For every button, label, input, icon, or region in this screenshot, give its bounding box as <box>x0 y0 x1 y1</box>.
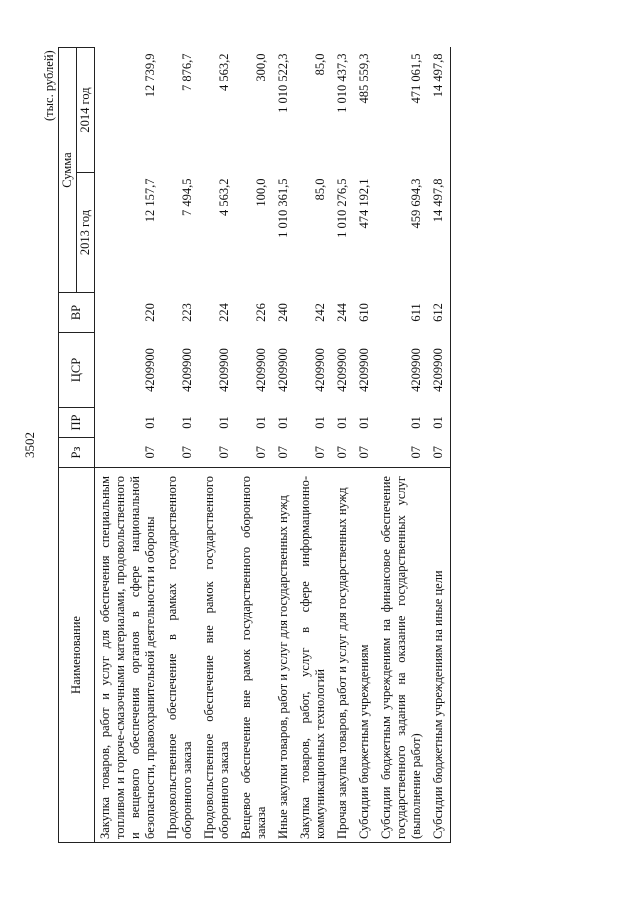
table-row <box>332 48 354 843</box>
row-amount-2013: 85,0 <box>313 178 327 201</box>
row-rz: 07 <box>276 446 290 459</box>
row-name: Продовольственное обеспечение в рамках государственного оборонного заказа <box>162 468 199 843</box>
row-rz: 07 <box>180 446 194 459</box>
header-csr: ЦСР <box>59 333 95 408</box>
table-row <box>236 48 273 843</box>
header-sum: Сумма <box>59 48 77 293</box>
page-number: 3502 <box>22 432 37 458</box>
table-row <box>354 48 376 843</box>
row-csr: 4209900 <box>335 348 349 392</box>
header-rz: Рз <box>59 438 95 468</box>
row-amount-2014: 12 739,9 <box>143 53 157 98</box>
row-pr: 01 <box>428 408 451 438</box>
row-csr: 4209900 <box>428 333 451 408</box>
header-row <box>59 48 77 843</box>
row-amount-2013: 1 010 361,5 <box>276 178 290 238</box>
row-name: Субсидии бюджетным учреждениям на финансовое обеспечение государственного задания на оказание государственных услуг (выполнение работ) <box>376 468 428 843</box>
row-amount-2013: 7 494,5 <box>180 178 194 216</box>
row-vr: 612 <box>428 293 451 333</box>
row-vr: 220 <box>143 303 157 322</box>
row-amount-2014: 7 876,7 <box>180 53 194 91</box>
row-name: Закупка товаров, работ и услуг для обеспечения специальным топливом и горюче-смазочными материалами, продовольственного и вещевого обеспечения органов в сфере национальной безопасности, правоохранительной деятельности и обороны <box>95 468 163 843</box>
row-amount-2013: 474 192,1 <box>357 178 371 229</box>
row-pr: 01 <box>180 416 194 429</box>
row-pr: 01 <box>143 416 157 429</box>
row-name: Иные закупки товаров, работ и услуг для государственных нужд <box>273 468 295 843</box>
row-name: Субсидии бюджетным учреждениям <box>354 468 376 843</box>
row-vr: 240 <box>276 303 290 322</box>
table-row <box>428 48 451 843</box>
row-rz: 07 <box>409 446 423 459</box>
table-row <box>376 48 428 843</box>
row-rz: 07 <box>217 446 231 459</box>
row-amount-2013: 459 694,3 <box>409 178 423 229</box>
units-label: (тыс. рублей) <box>42 50 56 121</box>
row-rz: 07 <box>335 446 349 459</box>
row-amount-2014: 1 010 522,3 <box>276 53 290 113</box>
row-amount-2014: 471 061,5 <box>409 53 423 104</box>
row-amount-2014: 300,0 <box>254 53 268 82</box>
row-amount-2014: 85,0 <box>313 53 327 76</box>
table-row <box>162 48 199 843</box>
row-pr: 01 <box>254 416 268 429</box>
row-amount-2013: 14 497,8 <box>428 173 451 293</box>
header-2013: 2013 год <box>77 173 95 293</box>
row-vr: 242 <box>313 303 327 322</box>
row-amount-2014: 1 010 437,3 <box>335 53 349 113</box>
table-row <box>95 48 163 843</box>
table-row <box>273 48 295 843</box>
row-amount-2013: 12 157,7 <box>143 178 157 223</box>
row-vr: 224 <box>217 303 231 322</box>
row-rz: 07 <box>428 438 451 468</box>
row-rz: 07 <box>254 446 268 459</box>
row-vr: 244 <box>335 303 349 322</box>
row-pr: 01 <box>357 416 371 429</box>
table-row <box>295 48 332 843</box>
row-amount-2013: 100,0 <box>254 178 268 207</box>
row-name: Субсидии бюджетным учреждениям на иные цели <box>428 468 451 843</box>
row-name: Продовольственное обеспечение вне рамок государственного оборонного заказа <box>199 468 236 843</box>
row-csr: 4209900 <box>180 348 194 392</box>
row-csr: 4209900 <box>409 348 423 392</box>
row-amount-2014: 485 559,3 <box>357 53 371 104</box>
row-name: Прочая закупка товаров, работ и услуг для государственных нужд <box>332 468 354 843</box>
header-pr: ПР <box>59 408 95 438</box>
row-pr: 01 <box>276 416 290 429</box>
row-vr: 610 <box>357 303 371 322</box>
row-amount-2014: 14 497,8 <box>428 48 451 173</box>
row-csr: 4209900 <box>143 348 157 392</box>
row-name: Закупка товаров, работ, услуг в сфере информационно-коммуникационных технологий <box>295 468 332 843</box>
header-2014: 2014 год <box>77 48 95 173</box>
budget-table <box>58 47 451 843</box>
header-name: Наименование <box>59 468 95 843</box>
row-vr: 223 <box>180 303 194 322</box>
row-pr: 01 <box>409 416 423 429</box>
row-amount-2013: 4 563,2 <box>217 178 231 216</box>
row-vr: 611 <box>409 303 423 322</box>
header-vr: ВР <box>59 293 95 333</box>
row-pr: 01 <box>313 416 327 429</box>
row-csr: 4209900 <box>357 348 371 392</box>
row-csr: 4209900 <box>254 348 268 392</box>
table-body <box>95 48 451 843</box>
row-name: Вещевое обеспечение вне рамок государственного оборонного заказа <box>236 468 273 843</box>
row-csr: 4209900 <box>217 348 231 392</box>
row-amount-2013: 1 010 276,5 <box>335 178 349 238</box>
row-csr: 4209900 <box>313 348 327 392</box>
row-rz: 07 <box>357 446 371 459</box>
row-pr: 01 <box>217 416 231 429</box>
row-vr: 226 <box>254 303 268 322</box>
row-pr: 01 <box>335 416 349 429</box>
table-row <box>199 48 236 843</box>
row-rz: 07 <box>143 446 157 459</box>
row-csr: 4209900 <box>276 348 290 392</box>
row-rz: 07 <box>313 446 327 459</box>
row-amount-2014: 4 563,2 <box>217 53 231 91</box>
